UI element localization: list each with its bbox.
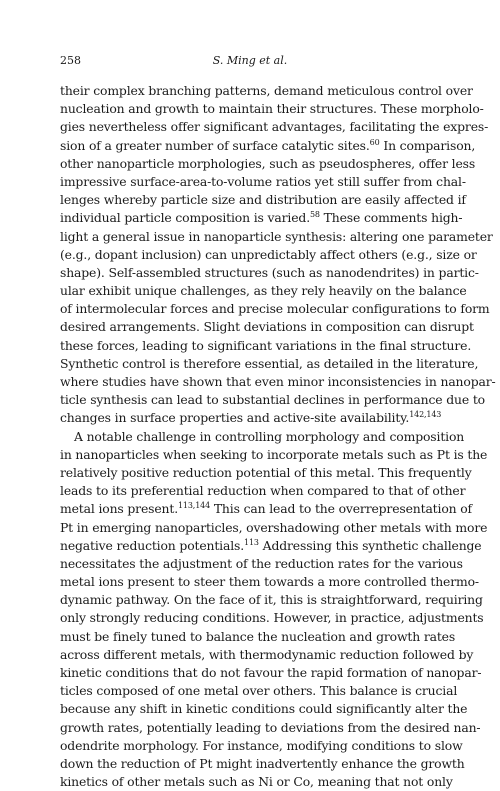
citation-superscript: 113 [244, 537, 259, 547]
text-line [60, 173, 466, 191]
text-line [60, 682, 458, 700]
text-line [60, 464, 472, 482]
text-line [60, 246, 477, 264]
text-segment: gies nevertheless offer significant advantages, facilitating the expres- [60, 119, 489, 135]
text-line [60, 282, 467, 300]
text-segment: because any shift in kinetic conditions could significantly alter the [60, 701, 468, 717]
text-line [60, 318, 474, 336]
text-segment: nucleation and growth to maintain their structures. These morpholo- [60, 101, 484, 117]
text-segment: sion of a greater number of surface catalytic sites. [60, 137, 370, 153]
text-line [60, 500, 472, 518]
text-segment: Pt in emerging nanoparticles, overshadowing other metals with more [60, 519, 488, 535]
text-line [60, 609, 484, 627]
text-segment: kinetics of other metals such as Ni or Co, meaning that not only [60, 774, 453, 790]
text-segment: A notable challenge in controlling morphology and composition [74, 428, 465, 444]
text-segment: across different metals, with thermodynamic reduction followed by [60, 646, 474, 662]
text-segment: of intermolecular forces and precise molecular configurations to form [60, 301, 490, 317]
text-segment: growth rates, potentially leading to deviations from the desired nan- [60, 719, 481, 735]
citation-superscript: 60 [369, 137, 380, 147]
text-line [60, 264, 479, 282]
text-segment: only strongly reducing conditions. However, in practice, adjustments [60, 610, 484, 626]
text-line [60, 300, 490, 318]
text-line [60, 537, 482, 555]
text-segment: Addressing this synthetic challenge [258, 537, 482, 553]
running-head: S. Ming et al. [212, 54, 288, 67]
text-line [60, 482, 466, 500]
text-line [60, 191, 466, 209]
text-segment: These comments high- [319, 210, 463, 226]
text-line [60, 391, 485, 409]
text-segment: (e.g., dopant inclusion) can unpredictably affect others (e.g., size or [60, 246, 477, 262]
text-line [60, 118, 489, 136]
text-segment: negative reduction potentials. [60, 537, 245, 553]
text-segment: changes in surface properties and active-site availability. [60, 410, 410, 426]
text-segment: light a general issue in nanoparticle synthesis: altering one parameter [60, 228, 493, 244]
text-line [60, 591, 483, 609]
text-segment: impressive surface-area-to-volume ratios yet still suffer from chal- [60, 173, 466, 189]
text-line [60, 555, 463, 573]
text-segment: metal ions present. [60, 501, 178, 517]
text-line [60, 428, 465, 446]
page-number: 258 [60, 54, 81, 67]
text-segment: dynamic pathway. On the face of it, this is straightforward, requiring [60, 592, 483, 608]
text-line [60, 628, 456, 646]
text-segment: relatively positive reduction potential of this metal. This frequently [60, 464, 472, 480]
text-line [60, 373, 496, 391]
text-segment: desired arrangements. Slight deviations in composition can disrupt [60, 319, 474, 335]
text-segment: down the reduction of Pt might inadvertently enhance the growth [60, 755, 465, 771]
text-line [60, 100, 484, 118]
text-line [60, 773, 453, 791]
body-text [60, 82, 496, 791]
text-line [60, 700, 468, 718]
text-line [60, 228, 493, 246]
citation-superscript: 113,144 [177, 501, 211, 511]
text-line [60, 664, 482, 682]
citation-superscript: 58 [309, 210, 320, 220]
page-header [60, 54, 440, 68]
text-segment: shape). Self-assembled structures (such as nanodendrites) in partic- [60, 264, 479, 280]
text-segment: ular exhibit unique challenges, as they rely heavily on the balance [60, 283, 467, 299]
text-segment: kinetic conditions that do not favour the rapid formation of nanopar- [60, 665, 482, 680]
citation-superscript: 142,143 [409, 410, 442, 420]
text-segment: individual particle composition is varied. [60, 210, 310, 226]
paragraph [60, 82, 496, 428]
text-line [60, 719, 481, 737]
text-line [60, 646, 474, 664]
paragraph [60, 428, 488, 791]
text-segment: This can lead to the overrepresentation of [210, 501, 472, 517]
text-segment: other nanoparticle morphologies, such as pseudospheres, offer less [60, 155, 476, 171]
text-segment: leads to its preferential reduction when compared to that of other [60, 483, 466, 499]
text-line [60, 155, 476, 173]
text-line [60, 737, 463, 755]
text-line [60, 446, 488, 464]
text-segment: necessitates the adjustment of the reduction rates for the various [60, 555, 463, 571]
text-line [60, 337, 472, 355]
text-line [60, 409, 440, 427]
text-segment: odendrite morphology. For instance, modifying conditions to slow [60, 737, 463, 753]
text-line [60, 82, 473, 100]
text-line [60, 519, 488, 537]
text-segment: ticle synthesis can lead to substantial declines in performance due to [60, 392, 485, 408]
text-segment: ticles composed of one metal over others. This balance is crucial [60, 683, 458, 699]
text-segment: where studies have shown that even minor inconsistencies in nanopar- [60, 374, 496, 389]
text-segment: in nanoparticles when seeking to incorporate metals such as Pt is the [60, 446, 488, 462]
text-line [60, 209, 463, 227]
text-line [60, 573, 479, 591]
text-segment: metal ions present to steer them towards a more controlled thermo- [60, 574, 479, 590]
text-segment: Synthetic control is therefore essential, as detailed in the literature, [60, 355, 479, 371]
text-line [60, 355, 479, 373]
text-segment: their complex branching patterns, demand meticulous control over [60, 83, 473, 98]
text-line [60, 755, 465, 773]
text-line [60, 137, 476, 155]
text-segment: must be finely tuned to balance the nucleation and growth rates [60, 628, 456, 644]
text-segment: these forces, leading to significant variations in the final structure. [60, 337, 472, 353]
text-segment: In comparison, [379, 137, 476, 153]
text-segment: lenges whereby particle size and distribution are easily affected if [60, 192, 466, 208]
